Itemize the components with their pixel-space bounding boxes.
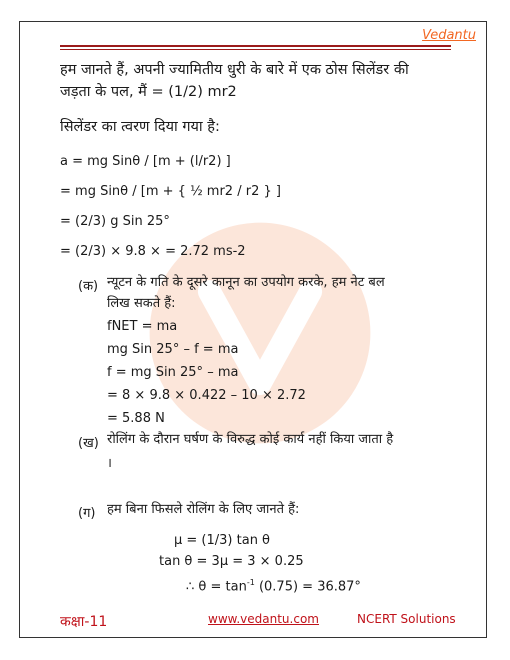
part-b-label: (ख): [78, 436, 99, 451]
part-a-line-1: fNET = ma: [107, 319, 178, 334]
intro-line-3: सिलेंडर का त्वरण दिया गया है:: [60, 119, 220, 135]
part-c-eq3-sup: -1: [246, 578, 255, 587]
intro-line-1: हम जानते हैं, अपनी ज्यामितीय धुरी के बारे में एक ठोस सिलेंडर की: [60, 62, 409, 78]
part-a-line-4: = 8 × 9.8 × 0.422 – 10 × 2.72: [107, 388, 306, 403]
part-a-label: (क): [78, 279, 99, 294]
part-a-line-5: = 5.88 N: [107, 411, 165, 426]
part-c-label: (ग): [78, 506, 96, 521]
part-b-text-1: रोलिंग के दौरान घर्षण के विरुद्ध कोई कार्य नहीं किया जाता है: [107, 432, 394, 447]
part-a-text-2: लिख सकते हैं:: [107, 296, 176, 311]
part-c-text-1: हम बिना फिसले रोलिंग के लिए जानते हैं:: [107, 502, 300, 517]
equation-2: = mg Sinθ / [m + { ½ mr2 / r2 } ]: [60, 184, 281, 199]
footer-website-link[interactable]: www.vedantu.com: [208, 612, 319, 626]
part-a-line-2: mg Sin 25° – f = ma: [107, 342, 239, 357]
header-rule-top: [60, 45, 451, 47]
part-c-equation-2: tan θ = 3μ = 3 × 0.25: [159, 554, 304, 569]
equation-1: a = mg Sinθ / [m + (l/r2) ]: [60, 154, 231, 169]
intro-line-2: जड़ता के पल, मैं = (1/2) mr2: [60, 84, 237, 100]
part-a-line-3: f = mg Sin 25° – ma: [107, 365, 239, 380]
part-c-eq3-suffix: (0.75) = 36.87°: [254, 579, 361, 595]
vedantu-logo: Vedantu: [422, 28, 476, 43]
equation-4: = (2/3) × 9.8 × = 2.72 ms-2: [60, 244, 246, 259]
footer-ncert-solutions: NCERT Solutions: [357, 612, 456, 626]
part-c-equation-3: [186, 573, 361, 597]
footer-class-label: कक्षा-11: [60, 614, 108, 630]
part-b-text-2: ।: [107, 456, 112, 471]
equation-3: = (2/3) g Sin 25°: [60, 214, 170, 229]
part-c-eq3-prefix: ∴ θ = tan: [186, 579, 247, 595]
part-a-text-1: न्यूटन के गति के दूसरे कानून का उपयोग करके, हम नेट बल: [107, 275, 385, 290]
part-c-equation-1: μ = (1/3) tan θ: [174, 533, 271, 548]
header-rule-bottom: [60, 49, 451, 50]
